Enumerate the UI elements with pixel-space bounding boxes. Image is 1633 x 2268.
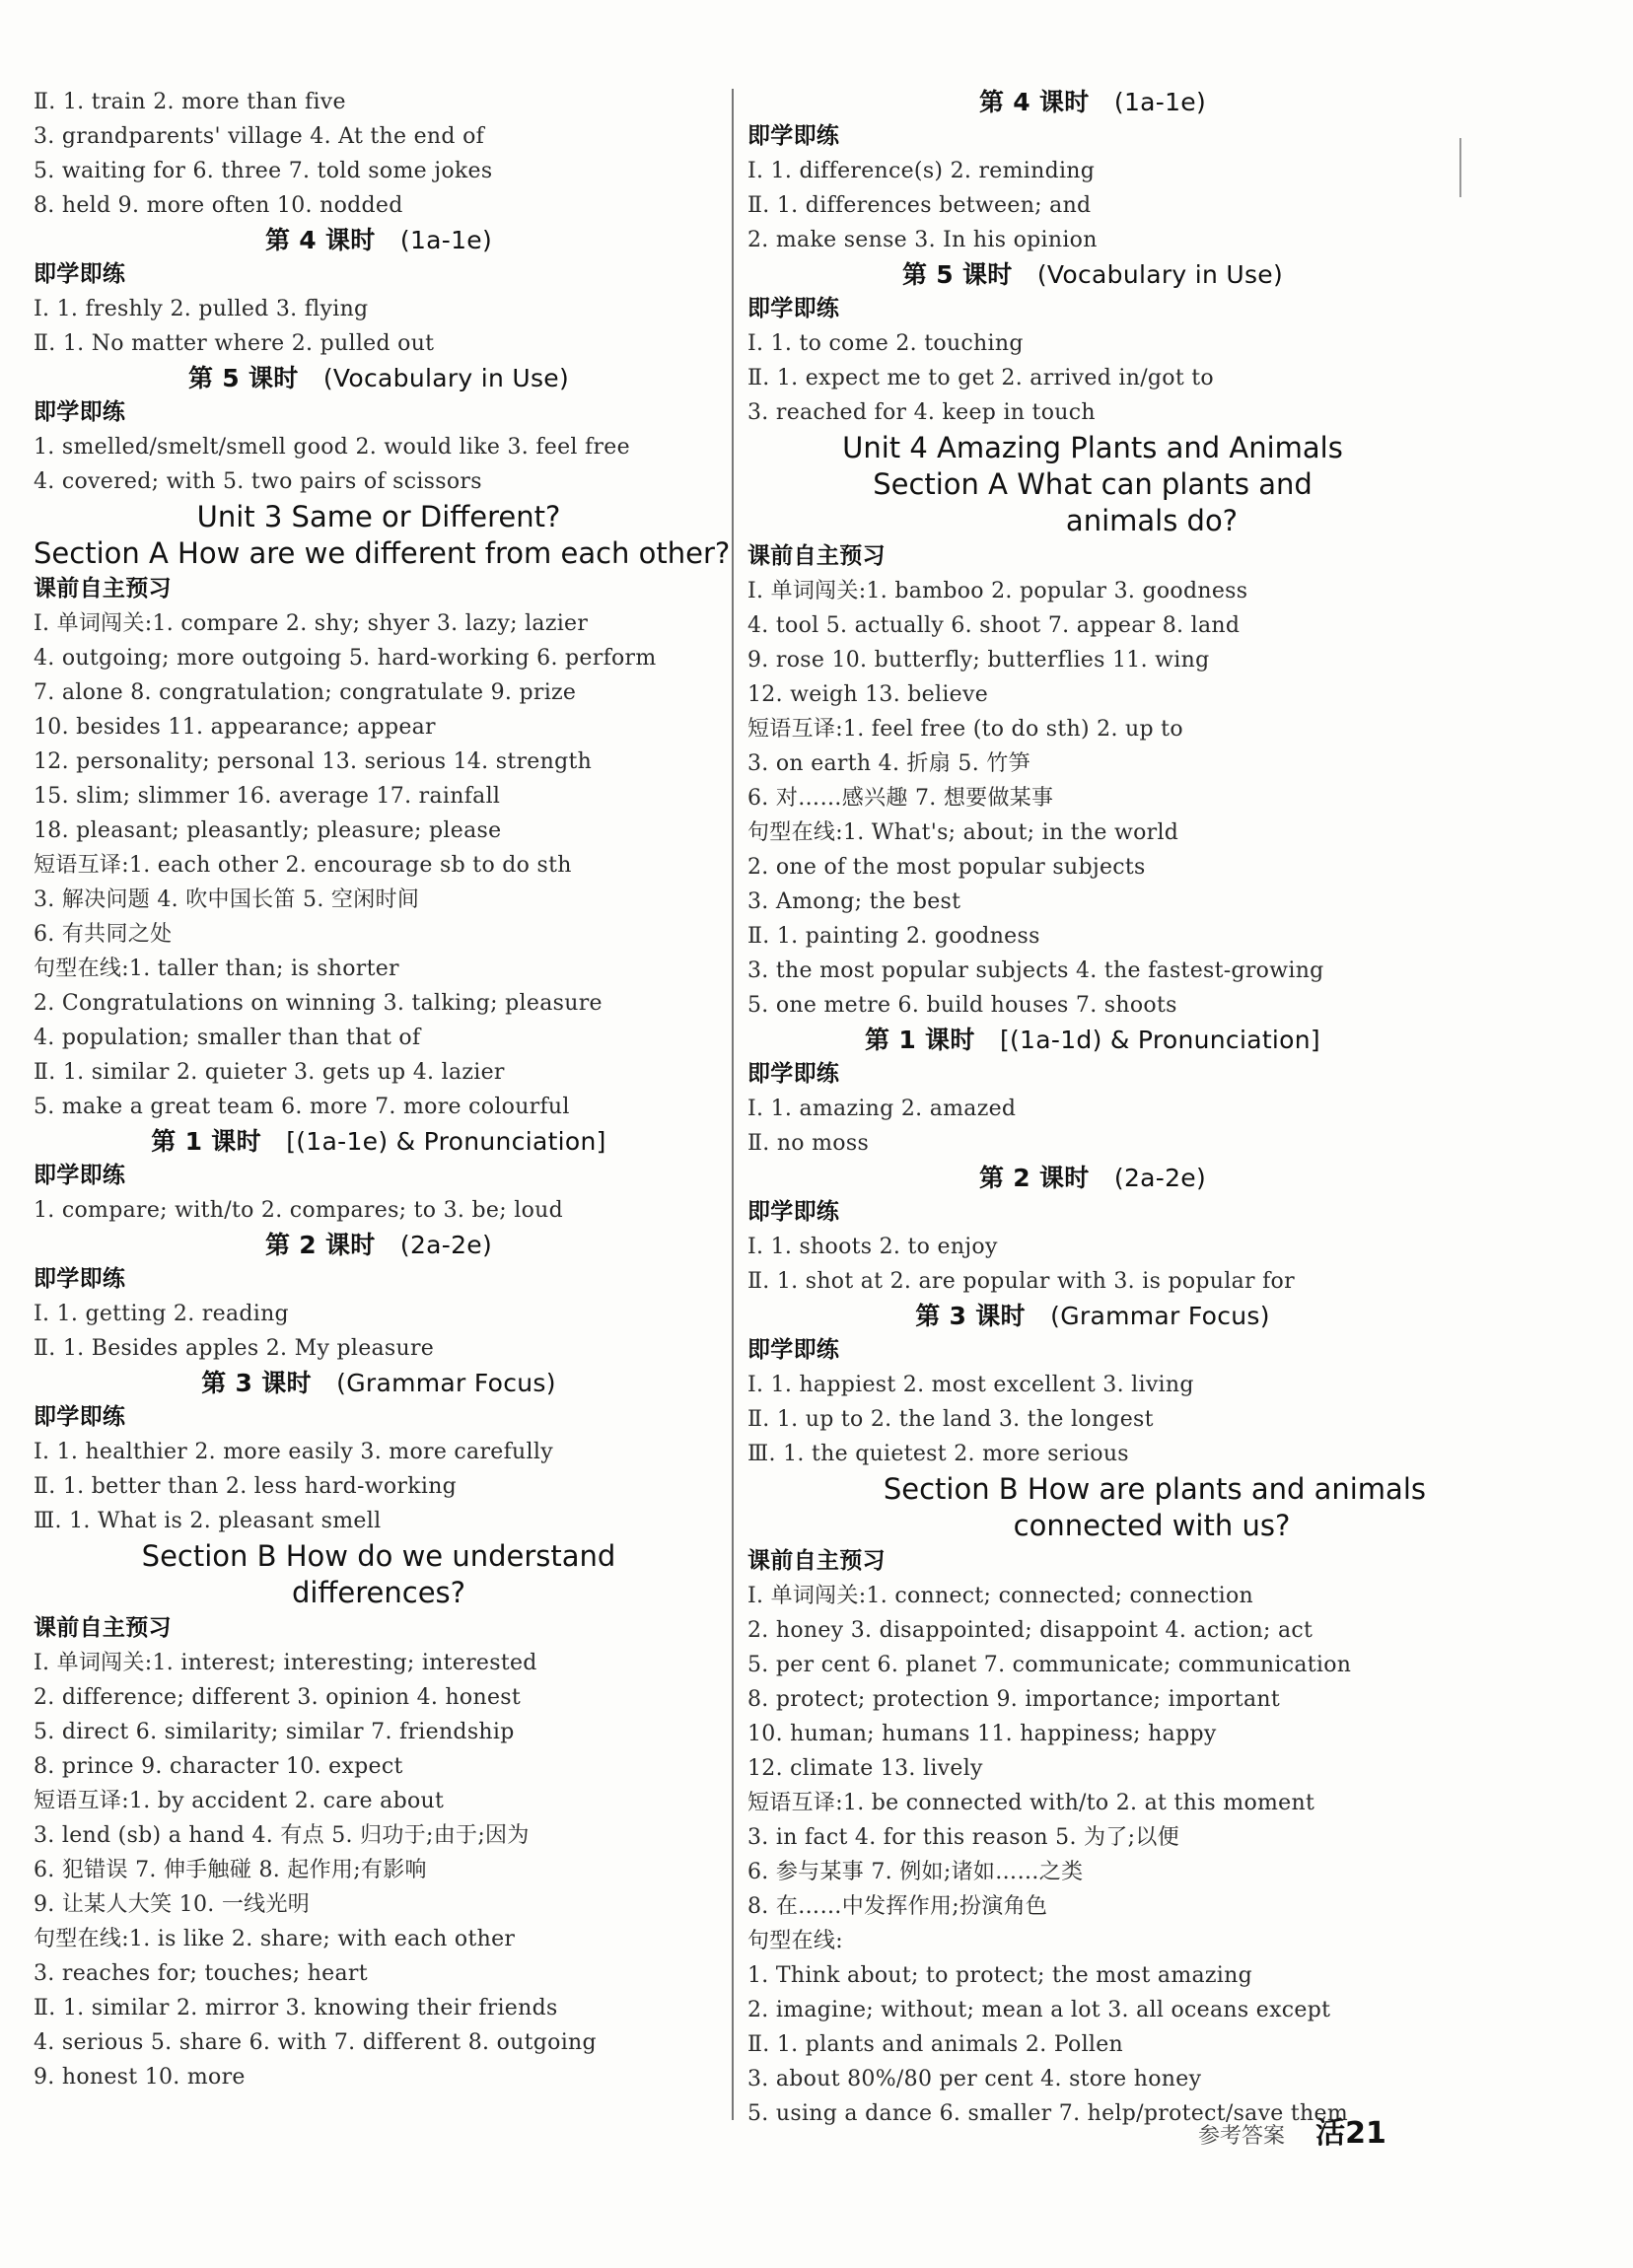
unit-section-heading: Section B How are plants and animals <box>883 1472 1426 1506</box>
section-heading: 即学即练 <box>747 296 840 321</box>
answer-line: Ⅰ. 1. to come 2. touching <box>747 331 1024 356</box>
answer-line: 8. 在……中发挥作用;扮演角色 <box>747 1894 1048 1919</box>
answer-line: Ⅰ. 1. difference(s) 2. reminding <box>747 159 1096 183</box>
answer-line: 3. lend (sb) a hand 4. 有点 5. 归功于;由于;因为 <box>34 1823 530 1848</box>
answer-line: Ⅲ. 1. What is 2. pleasant smell <box>34 1509 382 1533</box>
answer-line: 1. Think about; to protect; the most amazing <box>747 1963 1252 1988</box>
lesson-number: 第 5 课时 <box>187 364 299 392</box>
answer-line: 3. on earth 4. 折扇 5. 竹笋 <box>747 751 1030 776</box>
answer-line: 3. about 80%/80 per cent 4. store honey <box>747 2067 1202 2091</box>
unit-section-heading: Section A How are we different from each other? <box>34 536 731 570</box>
lesson-title <box>34 361 724 395</box>
section-heading: 即学即练 <box>34 261 126 287</box>
lesson-number: 第 2 课时 <box>264 1231 376 1259</box>
answer-line: 5. make a great team 6. more 7. more colourful <box>34 1095 570 1119</box>
answer-line: Ⅱ. 1. similar 2. mirror 3. knowing their friends <box>34 1996 558 2020</box>
lesson-range: (Grammar Focus) <box>1050 1302 1270 1330</box>
answer-line: 2. imagine; without; mean a lot 3. all oceans except <box>747 1998 1331 2022</box>
answer-line: Ⅱ. 1. plants and animals 2. Pollen <box>747 2032 1124 2057</box>
lesson-number: 第 4 课时 <box>978 88 1090 116</box>
answer-line: 6. 参与某事 7. 例如;诸如……之类 <box>747 1860 1084 1884</box>
lesson-range: (Vocabulary in Use) <box>1036 260 1284 289</box>
section-heading: 课前自主预习 <box>747 543 886 569</box>
answer-line: 3. the most popular subjects 4. the fastest-growing <box>747 958 1324 983</box>
section-heading: 即学即练 <box>34 1404 126 1430</box>
answer-line: 2. one of the most popular subjects <box>747 855 1146 880</box>
answer-line: 4. population; smaller than that of <box>34 1026 421 1050</box>
answer-line: 18. pleasant; pleasantly; pleasure; please <box>34 818 502 843</box>
answer-line: 3. in fact 4. for this reason 5. 为了;以便 <box>747 1825 1179 1850</box>
right-column <box>747 85 1438 2131</box>
answer-line: Ⅱ. 1. No matter where 2. pulled out <box>34 331 435 356</box>
answer-line: Ⅱ. 1. shot at 2. are popular with 3. is popular for <box>747 1269 1295 1294</box>
answer-line: Ⅰ. 单词闯关:1. compare 2. shy; shyer 3. lazy; lazier <box>34 611 589 636</box>
unit-section-heading: Section A What can plants and <box>873 467 1313 501</box>
lesson-title <box>747 85 1438 119</box>
lesson-title <box>747 1161 1438 1195</box>
unit-section-heading: Unit 3 Same or Different? <box>196 500 561 533</box>
lesson-number: 第 5 课时 <box>901 260 1013 289</box>
answer-line: 3. Among; the best <box>747 889 961 914</box>
answer-line: Ⅱ. 1. expect me to get 2. arrived in/got to <box>747 366 1214 390</box>
lesson-range: (2a-2e) <box>399 1231 493 1259</box>
answer-line: 3. 解决问题 4. 吹中国长笛 5. 空闲时间 <box>34 887 420 912</box>
lesson-number: 第 3 课时 <box>201 1369 312 1397</box>
lesson-title <box>34 1366 724 1400</box>
lesson-title <box>747 1299 1438 1333</box>
lesson-number: 第 4 课时 <box>264 226 376 254</box>
lesson-range: [(1a-1e) & Pronunciation] <box>286 1127 606 1156</box>
answer-line: 9. rose 10. butterfly; butterflies 11. wing <box>747 648 1210 673</box>
answer-line: 4. covered; with 5. two pairs of scissors <box>34 469 482 494</box>
answer-line: Ⅰ. 1. getting 2. reading <box>34 1302 289 1326</box>
page-number: 活21 <box>1315 2116 1386 2151</box>
answer-line: Ⅱ. 1. train 2. more than five <box>34 90 346 114</box>
lesson-range: (1a-1e) <box>399 226 493 254</box>
answer-line: Ⅱ. 1. painting 2. goodness <box>747 924 1040 949</box>
answer-line: 6. 对……感兴趣 7. 想要做某事 <box>747 786 1054 811</box>
answer-line: Ⅰ. 单词闯关:1. bamboo 2. popular 3. goodness <box>747 579 1248 603</box>
answer-line: Ⅱ. 1. similar 2. quieter 3. gets up 4. lazier <box>34 1060 505 1085</box>
lesson-range: (Grammar Focus) <box>336 1369 556 1397</box>
answer-line: 1. compare; with/to 2. compares; to 3. be; loud <box>34 1198 563 1223</box>
section-heading: 即学即练 <box>34 1163 126 1188</box>
section-heading: 即学即练 <box>747 1337 840 1363</box>
answer-line: 句型在线:1. is like 2. share; with each other <box>34 1927 516 1951</box>
lesson-range: (2a-2e) <box>1113 1164 1207 1192</box>
answer-line: 5. waiting for 6. three 7. told some jokes <box>34 159 493 183</box>
answer-line: 句型在线: <box>747 1929 843 1953</box>
section-heading: 课前自主预习 <box>747 1548 886 1574</box>
answer-line: Ⅰ. 单词闯关:1. interest; interesting; interested <box>34 1651 537 1675</box>
lesson-number: 第 3 课时 <box>915 1302 1026 1330</box>
answer-line: 2. honey 3. disappointed; disappoint 4. action; act <box>747 1618 1314 1643</box>
answer-line: 12. weigh 13. believe <box>747 682 989 707</box>
lesson-range: (1a-1e) <box>1113 88 1207 116</box>
unit-section-heading: Section B How do we understand <box>141 1539 616 1573</box>
answer-line: Ⅱ. 1. better than 2. less hard-working <box>34 1474 458 1499</box>
lesson-range: [(1a-1d) & Pronunciation] <box>999 1026 1320 1054</box>
lesson-title <box>34 223 724 257</box>
answer-line: 句型在线:1. What's; about; in the world <box>747 820 1179 845</box>
answer-line: 2. make sense 3. In his opinion <box>747 228 1098 252</box>
answer-line: 12. climate 13. lively <box>747 1756 983 1781</box>
answer-line: 5. direct 6. similarity; similar 7. friendship <box>34 1720 515 1744</box>
lesson-title <box>747 1023 1438 1057</box>
answer-line: 8. protect; protection 9. importance; important <box>747 1687 1280 1712</box>
answer-line: Ⅰ. 1. shoots 2. to enjoy <box>747 1235 998 1259</box>
answer-line: Ⅱ. 1. Besides apples 2. My pleasure <box>34 1336 435 1361</box>
lesson-title <box>747 257 1438 292</box>
unit-section-heading: connected with us? <box>1013 1509 1291 1542</box>
section-heading: 即学即练 <box>747 1199 840 1225</box>
answer-line: Ⅰ. 1. happiest 2. most excellent 3. living <box>747 1373 1194 1397</box>
answer-line: 短语互译:1. by accident 2. care about <box>34 1789 445 1813</box>
answer-line: Ⅱ. 1. differences between; and <box>747 193 1092 218</box>
answer-line: 4. serious 5. share 6. with 7. different 8. outgoing <box>34 2030 597 2055</box>
answer-line: 6. 犯错误 7. 伸手触碰 8. 起作用;有影响 <box>34 1858 427 1882</box>
lesson-range: (Vocabulary in Use) <box>322 364 570 392</box>
section-heading: 即学即练 <box>34 1266 126 1292</box>
answer-line: 9. 让某人大笑 10. 一线光明 <box>34 1892 311 1917</box>
answer-line: Ⅰ. 1. amazing 2. amazed <box>747 1097 1017 1121</box>
answer-line: 4. outgoing; more outgoing 5. hard-working 6. perform <box>34 646 657 671</box>
answer-line: 15. slim; slimmer 16. average 17. rainfall <box>34 784 501 809</box>
answer-line: Ⅰ. 单词闯关:1. connect; connected; connection <box>747 1584 1253 1608</box>
answer-line: 3. reached for 4. keep in touch <box>747 400 1096 425</box>
answer-line: Ⅱ. 1. up to 2. the land 3. the longest <box>747 1407 1154 1432</box>
answer-line: 10. besides 11. appearance; appear <box>34 715 436 740</box>
answer-line: 短语互译:1. be connected with/to 2. at this moment <box>747 1791 1315 1815</box>
section-heading: 即学即练 <box>34 399 126 425</box>
answer-line: Ⅰ. 1. healthier 2. more easily 3. more carefully <box>34 1440 553 1464</box>
answer-line: 8. prince 9. character 10. expect <box>34 1754 403 1779</box>
answer-line: 8. held 9. more often 10. nodded <box>34 193 403 218</box>
unit-section-heading: Unit 4 Amazing Plants and Animals <box>842 431 1343 464</box>
answer-line: 12. personality; personal 13. serious 14. strength <box>34 749 593 774</box>
answer-line: 5. one metre 6. build houses 7. shoots <box>747 993 1177 1018</box>
section-heading: 课前自主预习 <box>34 1615 172 1641</box>
margin-mark <box>1459 138 1461 197</box>
answer-line: 9. honest 10. more <box>34 2065 246 2090</box>
answer-line: 短语互译:1. feel free (to do sth) 2. up to <box>747 717 1183 742</box>
lesson-number: 第 1 课时 <box>865 1026 975 1054</box>
section-heading: 即学即练 <box>747 1061 840 1087</box>
answer-line: Ⅲ. 1. the quietest 2. more serious <box>747 1442 1129 1466</box>
answer-line: 10. human; humans 11. happiness; happy <box>747 1722 1217 1746</box>
answer-line: 1. smelled/smelt/smell good 2. would like 3. feel free <box>34 435 630 460</box>
left-column <box>34 85 731 2094</box>
footer-label: 参考答案 <box>1198 2124 1286 2149</box>
answer-line: 3. reaches for; touches; heart <box>34 1961 368 1986</box>
page-footer <box>1198 2108 1386 2152</box>
answer-line: 5. per cent 6. planet 7. communicate; communication <box>747 1653 1352 1677</box>
answer-line: 句型在线:1. taller than; is shorter <box>34 957 399 981</box>
answer-line: Ⅱ. no moss <box>747 1131 870 1156</box>
unit-section-heading: differences? <box>291 1576 466 1609</box>
lesson-number: 第 2 课时 <box>978 1164 1090 1192</box>
unit-section-heading: animals do? <box>1065 504 1239 537</box>
answer-line: Ⅰ. 1. freshly 2. pulled 3. flying <box>34 297 369 321</box>
answer-line: 短语互译:1. each other 2. encourage sb to do sth <box>34 853 572 878</box>
lesson-number: 第 1 课时 <box>151 1127 261 1156</box>
answer-line: 4. tool 5. actually 6. shoot 7. appear 8. land <box>747 613 1241 638</box>
answer-line: 2. Congratulations on winning 3. talking; pleasure <box>34 991 603 1016</box>
section-heading: 课前自主预习 <box>34 576 172 602</box>
answer-line: 5. using a dance 6. smaller 7. help/protect/save them <box>747 2101 1349 2126</box>
column-divider <box>732 89 734 2120</box>
answer-line: 2. difference; different 3. opinion 4. honest <box>34 1685 521 1710</box>
lesson-title <box>34 1228 724 1262</box>
lesson-title <box>34 1124 724 1159</box>
section-heading: 即学即练 <box>747 123 840 149</box>
answer-line: 6. 有共同之处 <box>34 922 173 947</box>
answer-line: 3. grandparents' village 4. At the end of <box>34 124 485 149</box>
answer-line: 7. alone 8. congratulation; congratulate 9. prize <box>34 680 577 705</box>
